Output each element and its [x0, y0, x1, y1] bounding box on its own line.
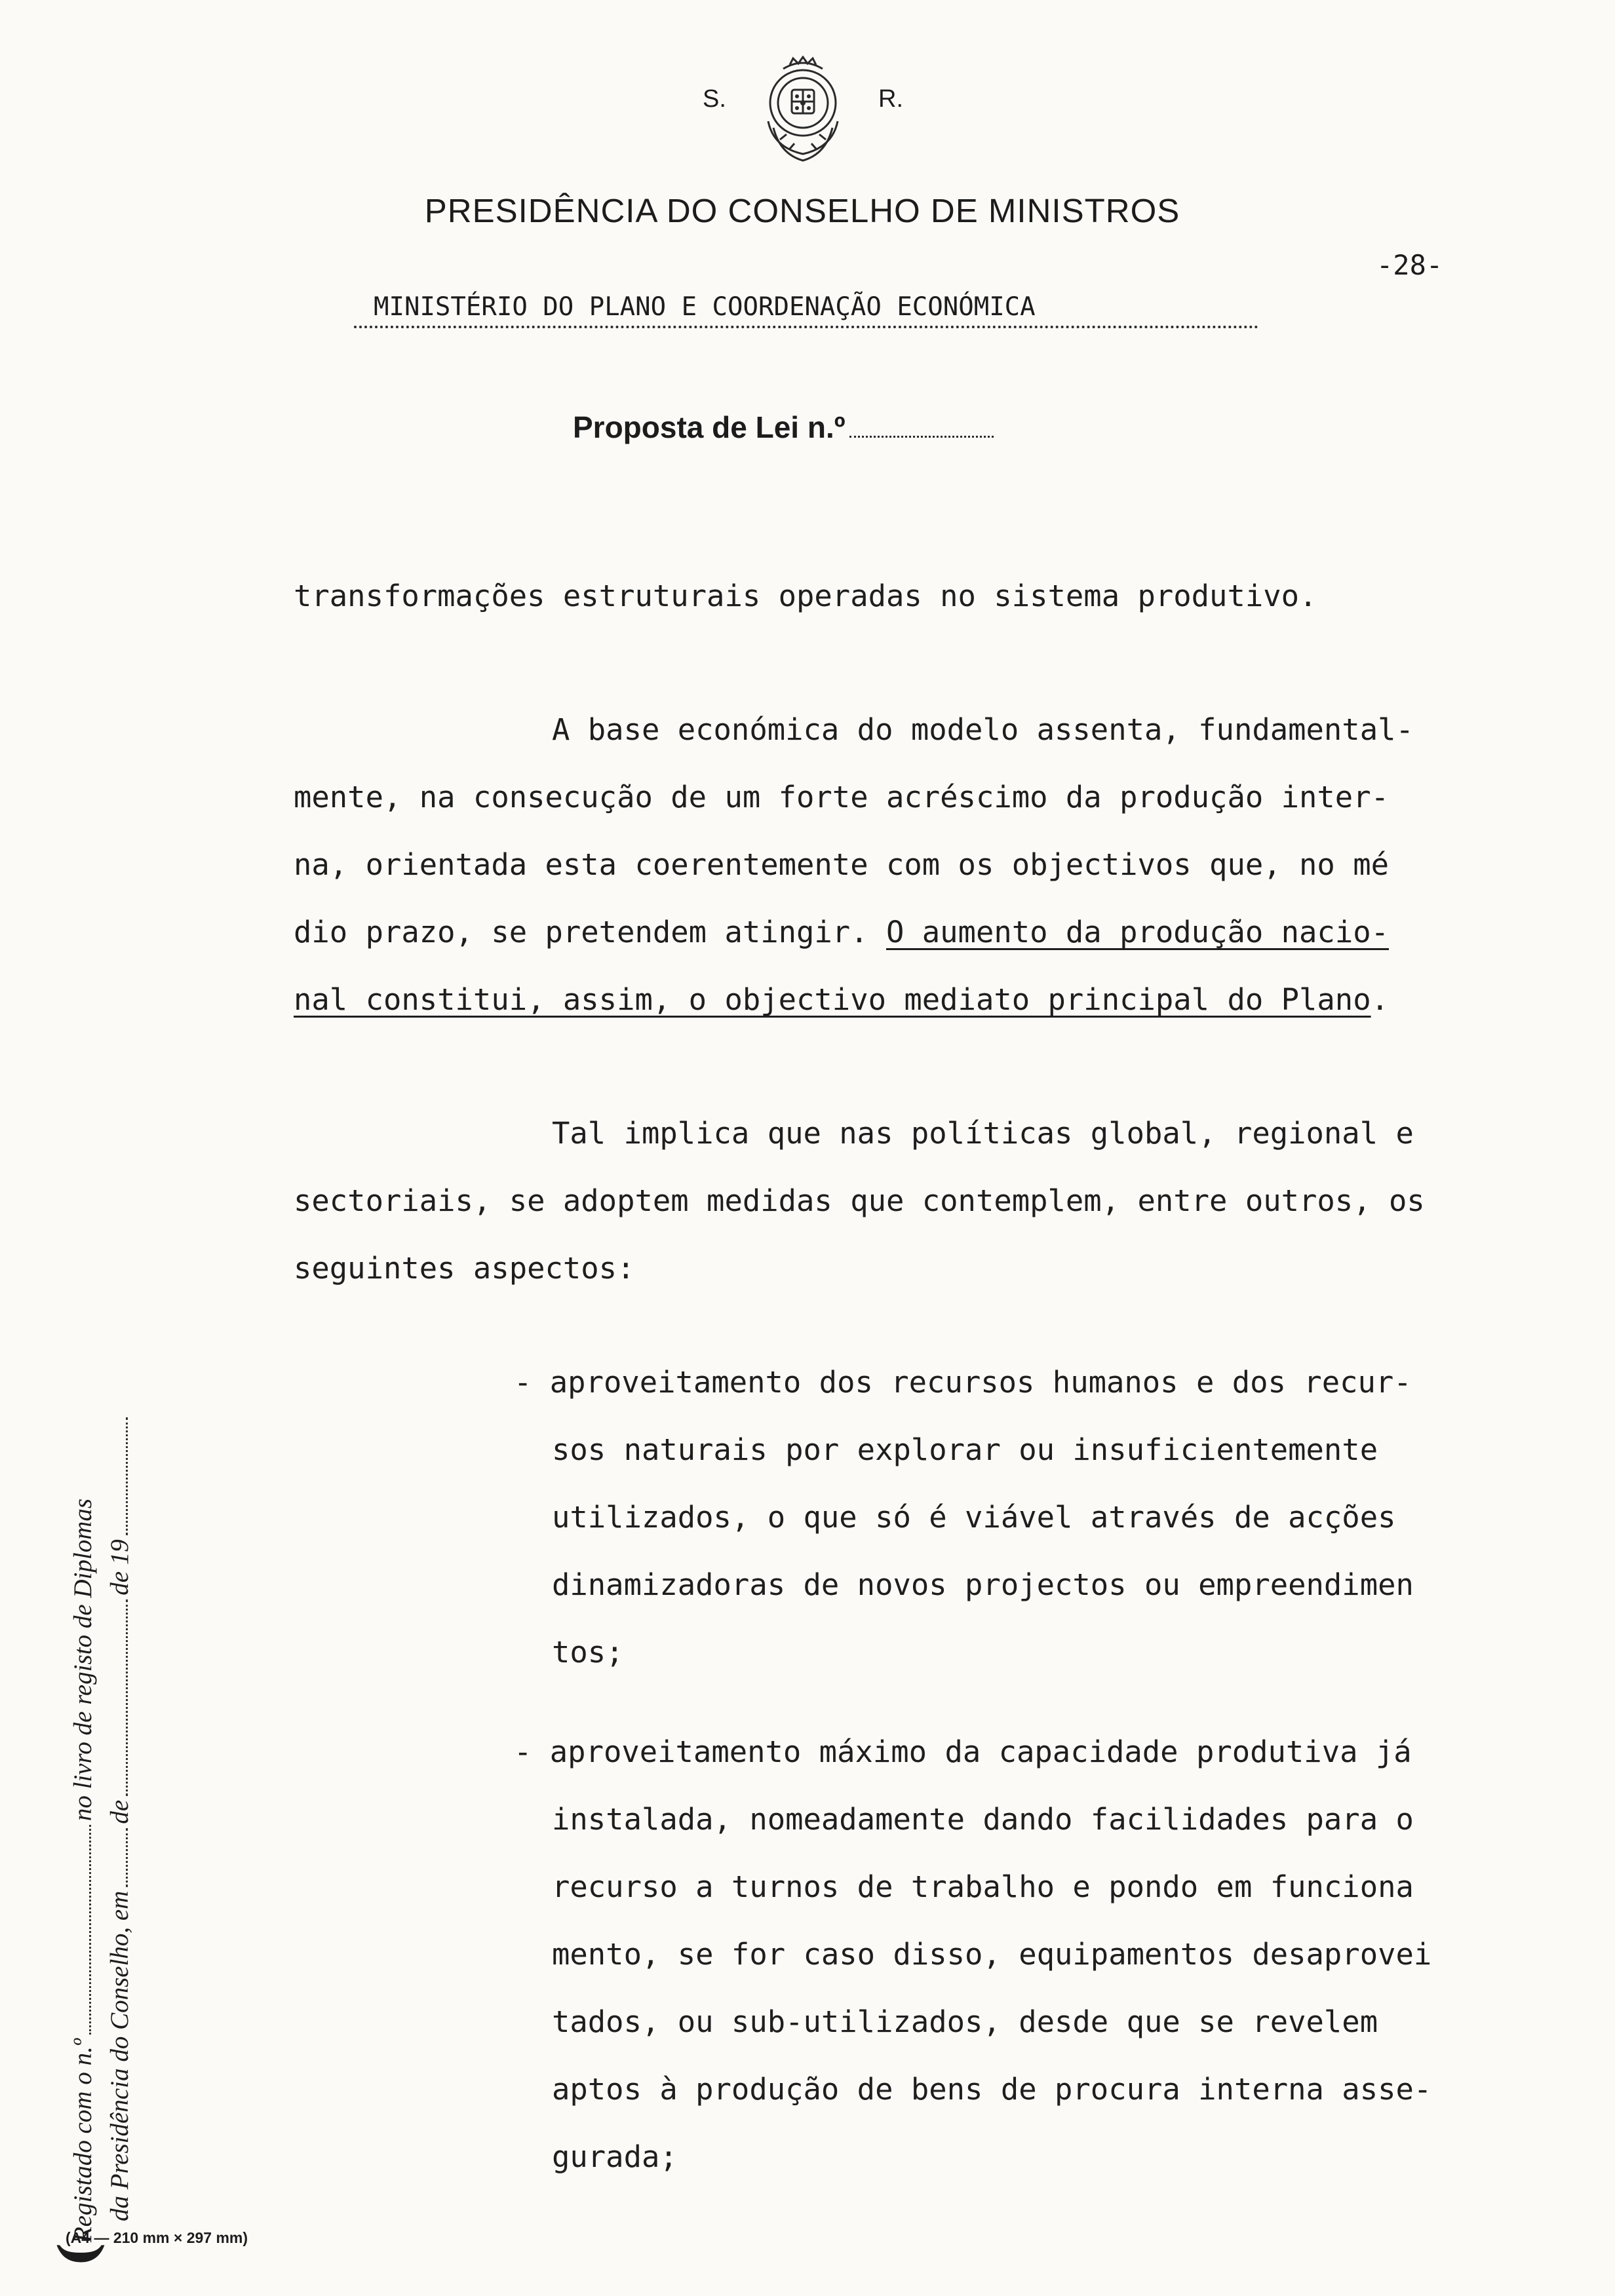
margin-year: de 19 [106, 1539, 134, 1596]
margin-blank [69, 1825, 91, 2035]
bullet-line: - aproveitamento dos recursos humanos e dos recur- [514, 1365, 1412, 1400]
bullet-line: - aproveitamento máximo da capacidade produtiva já [514, 1734, 1412, 1769]
proposta-label: Proposta de Lei n.º [573, 410, 846, 444]
paper-format-note: (A4 — 210 mm × 297 mm) [66, 2229, 248, 2246]
paragraph-line: Tal implica que nas políticas global, regional e [552, 1116, 1414, 1151]
proposta-de-lei [573, 410, 994, 445]
bullet-line: tos; [552, 1635, 624, 1670]
ministerio-text: MINISTÉRIO DO PLANO E COORDENAÇÃO ECONÓMICA [374, 292, 1036, 322]
margin-line-2 [105, 1413, 134, 2221]
text-run: . [1371, 982, 1390, 1017]
margin-blank [106, 1417, 128, 1535]
bullet-line: gurada; [552, 2139, 678, 2174]
paragraph-line: mente, na consecução de um forte acréscimo da produção inter- [294, 780, 1389, 814]
margin-presidencia: da Presidência do Conselho, em [106, 1890, 134, 2221]
paragraph-line [294, 966, 1389, 1033]
underlined-text: O aumento da produção nacio- [885, 915, 1389, 949]
ministerio-heading [354, 292, 1258, 328]
paragraph-line: sectoriais, se adoptem medidas que contemplem, entre outros, os [294, 1183, 1425, 1218]
margin-de: de [106, 1799, 134, 1824]
bullet-line: tados, ou sub-utilizados, desde que se revelem [552, 2004, 1378, 2039]
proposta-number-blank [849, 412, 994, 438]
bullet-line: utilizados, o que só é viável através de acções [552, 1500, 1396, 1535]
margin-line-1 [47, 1499, 109, 2267]
underlined-text: nal constitui, assim, o objectivo mediato principal do Plano [294, 982, 1371, 1017]
bullet-line: mento, se for caso disso, equipamentos desaprovei [552, 1937, 1432, 1972]
paragraph-line: seguintes aspectos: [294, 1251, 635, 1286]
page-number: -28- [1376, 249, 1443, 281]
bullet-line: sos naturais por explorar ou insuficientemente [552, 1432, 1378, 1467]
paragraph-line: transformações estruturais operadas no sistema produtivo. [294, 579, 1317, 613]
bullet-line: dinamizadoras de novos projectos ou empreendimen [552, 1567, 1414, 1602]
margin-livro: no livro de registo de Diplomas [69, 1498, 97, 1822]
paragraph-line: na, orientada esta coerentemente com os objectivos que, no mé [294, 847, 1389, 882]
margin-blank [106, 1828, 128, 1887]
bullet-line: instalada, nomeadamente dando facilidades para o [552, 1802, 1414, 1837]
letterhead-r: R. [878, 85, 903, 113]
paragraph-line [294, 898, 1389, 966]
coat-of-arms-icon [754, 56, 852, 167]
margin-registado: Registado com o n.º [69, 2038, 97, 2243]
text-run: dio prazo, se pretendem atingir. [294, 915, 886, 949]
presidencia-heading [0, 191, 1615, 230]
brace-icon: ( [47, 2242, 109, 2267]
paragraph-line: A base económica do modelo assenta, fundamental- [552, 712, 1414, 747]
margin-blank [106, 1599, 128, 1796]
letterhead-s: S. [703, 85, 726, 113]
bullet-line: aptos à produção de bens de procura interna asse- [552, 2072, 1432, 2107]
margin-registry [47, 1337, 134, 2267]
bullet-line: recurso a turnos de trabalho e pondo em funciona [552, 1869, 1414, 1904]
presidencia-text: PRESIDÊNCIA DO CONSELHO DE MINISTROS [424, 192, 1180, 229]
